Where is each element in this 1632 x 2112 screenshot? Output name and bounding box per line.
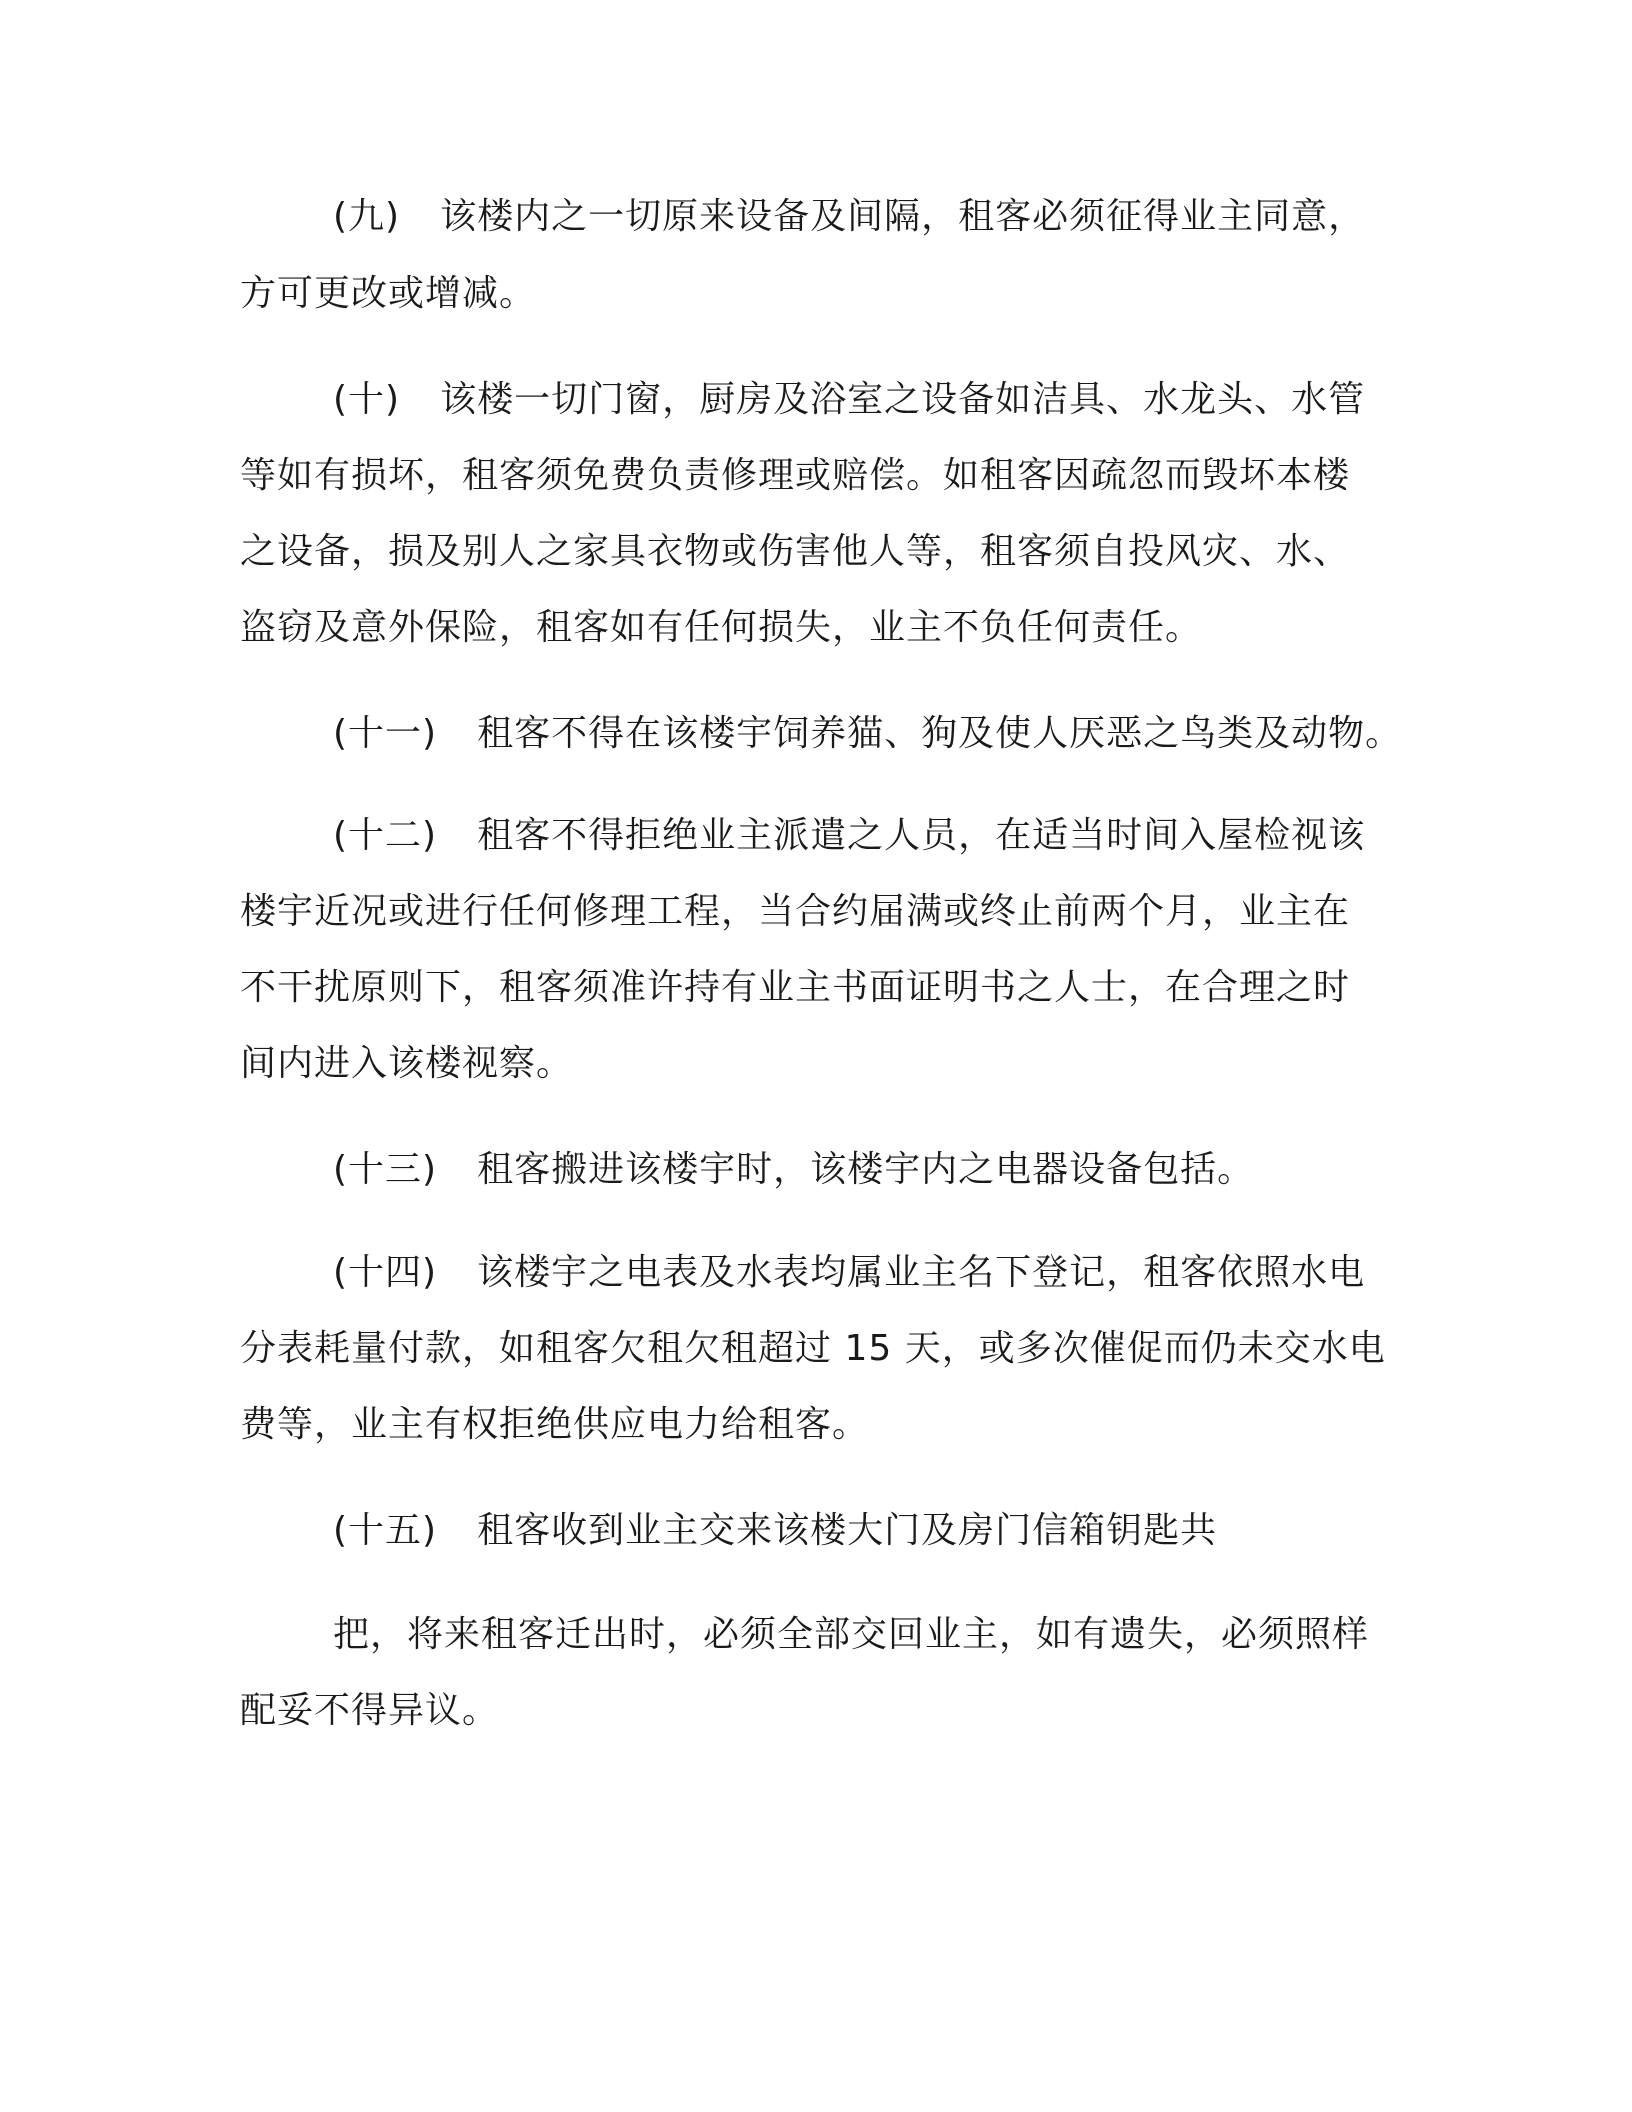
clause-text: 间内进入该楼视察。: [240, 1043, 574, 1084]
clause-14-line-3: [240, 1401, 869, 1449]
clause-10-line-4: [240, 604, 1202, 652]
clause-12-line-3: [240, 964, 1350, 1012]
clause-text: 费等，业主有权拒绝供应电力给租客。: [240, 1404, 870, 1445]
clause-number: (十四): [333, 1252, 438, 1293]
clause-text: 把，将来租客迁出时，必须全部交回业主，如有遗失，必须照样: [333, 1614, 1370, 1655]
clause-14-line-1: [333, 1249, 1365, 1297]
clause-number: (十): [333, 379, 401, 420]
clause-text: 该楼内之一切原来设备及间隔，租客必须征得业主同意，: [440, 196, 1366, 237]
clause-10-line-1: [333, 376, 1365, 424]
clause-14-line-2: [240, 1325, 1386, 1373]
clause-number: (十五): [333, 1510, 438, 1551]
clause-12-line-2: [240, 888, 1350, 936]
clause-number: (九): [333, 196, 401, 237]
clause-text: 不干扰原则下，租客须准许持有业主书面证明书之人士，在合理之时: [240, 967, 1351, 1008]
clause-text: 租客不得在该楼宇饲养猫、狗及使人厌恶之鸟类及动物。: [477, 713, 1403, 754]
clause-text: 方可更改或增减。: [240, 273, 537, 314]
clause-text: 分表耗量付款，如租客欠租欠租超过 15 天，或多次催促而仍未交水电: [240, 1328, 1386, 1369]
clause-12-line-4: [240, 1040, 573, 1088]
clause-12-line-1: [333, 812, 1365, 860]
clause-13-line-1: [333, 1146, 1254, 1194]
clause-number: (十三): [333, 1149, 438, 1190]
clause-text: 之设备，损及别人之家具衣物或伤害他人等，租客须自投风灾、水、: [240, 531, 1351, 572]
clause-text: 租客搬进该楼宇时，该楼宇内之电器设备包括。: [477, 1149, 1255, 1190]
clause-10-line-2: [240, 452, 1350, 500]
clause-15-line-1: [333, 1507, 1217, 1555]
continuation-line-2: [240, 1687, 499, 1735]
clause-9-line-1: [333, 193, 1365, 241]
clause-text: 配妥不得异议。: [240, 1690, 500, 1731]
clause-text: 盗窃及意外保险，租客如有任何损失，业主不负任何责任。: [240, 607, 1203, 648]
clause-text: 该楼一切门窗，厨房及浴室之设备如洁具、水龙头、水管: [440, 379, 1366, 420]
clause-11-line-1: [333, 710, 1402, 758]
clause-text: 租客不得拒绝业主派遣之人员，在适当时间入屋检视该: [477, 815, 1366, 856]
clause-text: 等如有损坏，租客须免费负责修理或赔偿。如租客因疏忽而毁坏本楼: [240, 455, 1351, 496]
continuation-line-1: [333, 1611, 1369, 1659]
clause-text: 楼宇近况或进行任何修理工程，当合约届满或终止前两个月，业主在: [240, 891, 1351, 932]
clause-text: 租客收到业主交来该楼大门及房门信箱钥匙共: [477, 1510, 1218, 1551]
clause-text: 该楼宇之电表及水表均属业主名下登记，租客依照水电: [477, 1252, 1366, 1293]
clause-10-line-3: [240, 528, 1350, 576]
clause-number: (十二): [333, 815, 438, 856]
clause-9-line-2: [240, 270, 536, 318]
clause-number: (十一): [333, 713, 438, 754]
